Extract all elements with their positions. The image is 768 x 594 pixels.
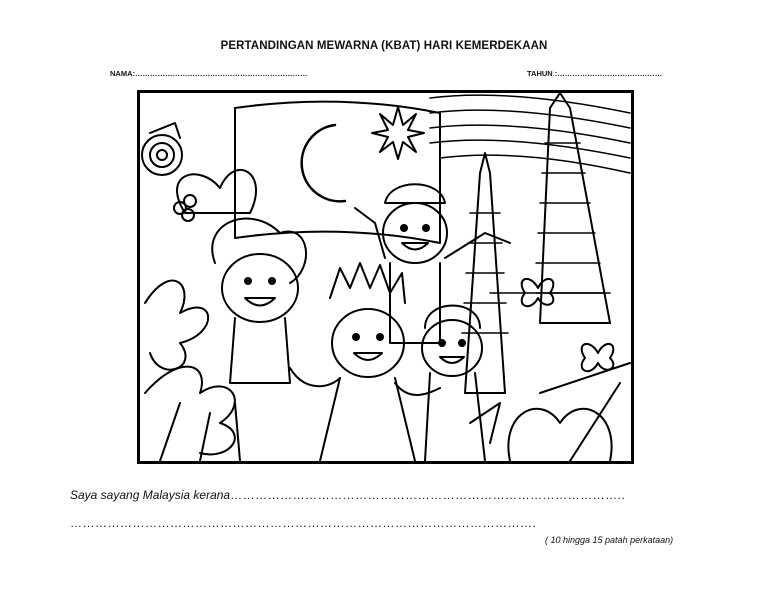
coloring-illustration-frame [137, 90, 634, 464]
year-label: TAHUN : [527, 69, 558, 78]
coloring-illustration [140, 93, 631, 461]
sentence-blank: ………………………………………………………………………………….. [230, 488, 626, 502]
second-answer-line[interactable]: …………………………………………………………………………………………………. [70, 516, 537, 530]
name-label: NAMA: [110, 69, 135, 78]
worksheet-title: PERTANDINGAN MEWARNA (KBAT) HARI KEMERDEKAAN [220, 40, 548, 52]
year-blank: …………………………………… [557, 69, 663, 78]
sentence-prompt-line[interactable] [70, 488, 625, 502]
word-count-note: ( 10 hingga 15 patah perkataan) [545, 535, 674, 545]
sentence-prompt: Saya sayang Malaysia kerana [70, 488, 231, 502]
twin-towers-drawing [462, 93, 610, 393]
left-flora-drawing [142, 123, 256, 461]
year-field[interactable] [527, 69, 662, 78]
children-drawing [212, 184, 510, 461]
name-field[interactable] [110, 69, 308, 78]
name-blank: …………………………………………………………… [135, 69, 308, 78]
